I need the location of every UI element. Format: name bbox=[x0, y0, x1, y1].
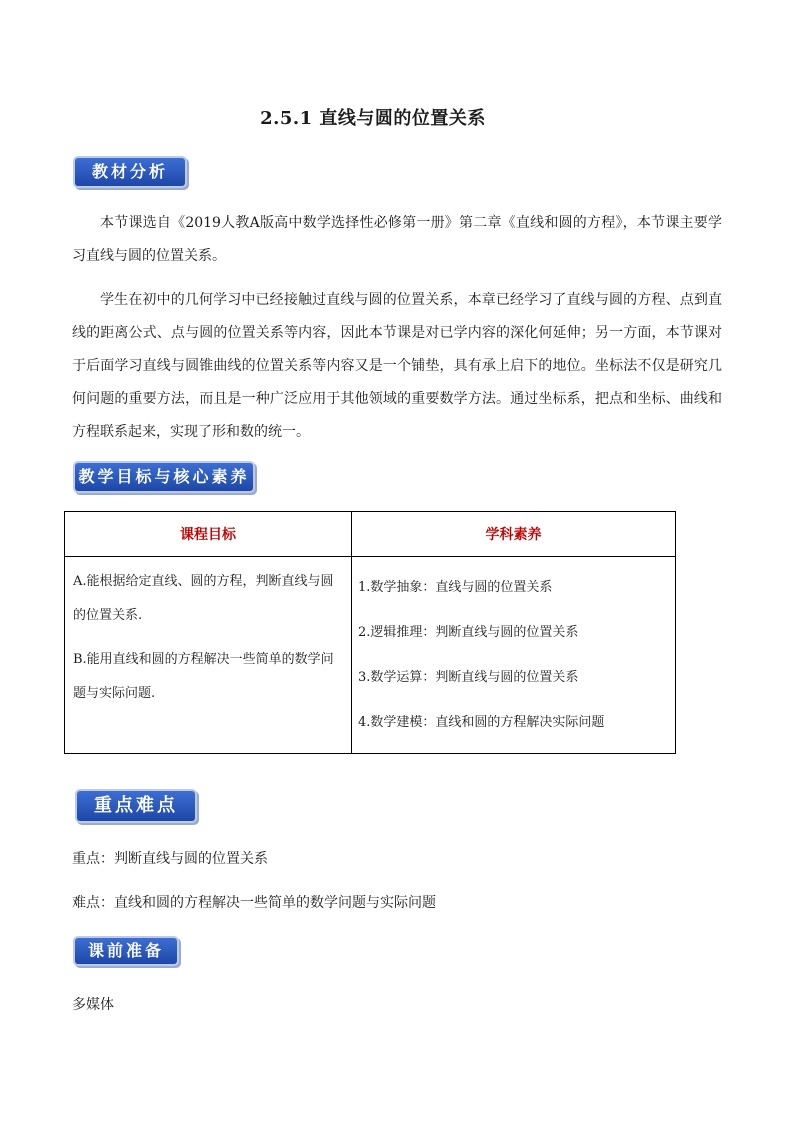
table-header-literacy: 学科素养 bbox=[352, 512, 676, 557]
section-badge-goals: 教学目标与核心素养 bbox=[75, 463, 253, 491]
literacy-item-1: 1.数学抽象：直线与圆的位置关系 bbox=[358, 580, 553, 595]
course-goal-a: A.能根据给定直线、圆的方程，判断直线与圆的位置关系. bbox=[73, 574, 334, 623]
difficulty-text: 难点：直线和圆的方程解决一些简单的数学问题与实际问题 bbox=[72, 895, 436, 911]
analysis-paragraph-2: 学生在初中的几何学习中已经接触过直线与圆的位置关系，本章已经学习了直线与圆的方程、点到直线的距离公式、点与圆的位置关系等内容，因此本节课是对已学内容的深化何延伸；另一方面，本节课对于后面学习直线与圆锥曲线的位置关系等内容又是一个铺垫，具有承上启下的地位。坐标法不仅是研究几何问题的重要方法，而且是一种广泛应用于其他领域的重要数学方法。通过坐标系，把点和坐标、曲线和方程联系起来，实现了形和数的统一。 bbox=[72, 292, 722, 440]
literacy-item-4: 4.数学建模：直线和圆的方程解决实际问题 bbox=[358, 715, 605, 730]
literacy-cell bbox=[352, 557, 676, 754]
literacy-item-2: 2.逻辑推理：判断直线与圆的位置关系 bbox=[358, 625, 579, 640]
course-goals-cell bbox=[65, 557, 352, 754]
literacy-item-3: 3.数学运算：判断直线与圆的位置关系 bbox=[358, 670, 579, 685]
section-badge-analysis: 教材分析 bbox=[75, 158, 185, 186]
preparation-text: 多媒体 bbox=[72, 997, 114, 1013]
goals-table bbox=[64, 511, 676, 754]
section-badge-preparation: 课前准备 bbox=[75, 938, 177, 964]
table-header-course-goals: 课程目标 bbox=[65, 512, 352, 557]
course-goal-b: B.能用直线和圆的方程解决一些简单的数学问题与实际问题. bbox=[73, 652, 334, 701]
page-title: 2.5.1 直线与圆的位置关系 bbox=[260, 108, 486, 129]
section-badge-key-points: 重点难点 bbox=[77, 791, 195, 821]
key-point-text: 重点：判断直线与圆的位置关系 bbox=[72, 851, 268, 867]
analysis-paragraph-1: 本节课选自《2019人教A版高中数学选择性必修第一册》第二章《直线和圆的方程》，本节课主要学习直线与圆的位置关系。 bbox=[72, 215, 722, 264]
